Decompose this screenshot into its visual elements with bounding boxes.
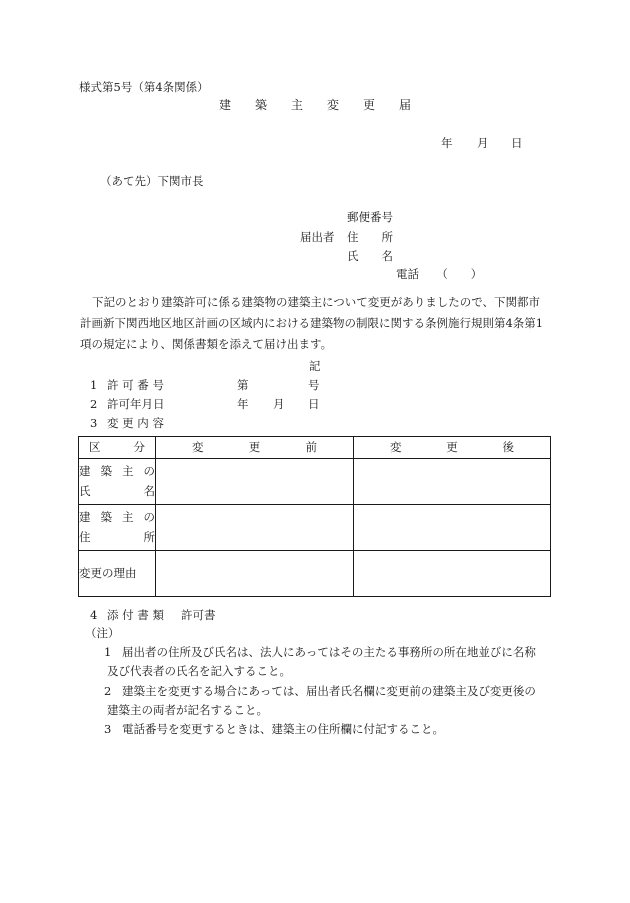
row-label-char: 名 bbox=[143, 484, 155, 498]
cell-after-owner-address[interactable] bbox=[354, 505, 551, 551]
row-label-owner-address bbox=[79, 505, 156, 551]
item-change-num: 3 bbox=[90, 416, 98, 430]
header-char: 更 bbox=[446, 439, 458, 454]
header-after bbox=[354, 437, 551, 459]
addressee: （あて先）下関市長 bbox=[100, 174, 204, 188]
date-year: 年 bbox=[441, 136, 453, 150]
cell-before-owner-address[interactable] bbox=[156, 505, 354, 551]
item-permit-no-label: 許 可 番 号 bbox=[107, 378, 164, 392]
row-label-char: 住 bbox=[79, 530, 91, 544]
row-label-owner-name bbox=[79, 459, 156, 505]
item-permit-date-label: 許可年月日 bbox=[107, 397, 165, 411]
notifier-name: 氏 名 bbox=[347, 249, 393, 263]
header-before bbox=[156, 437, 354, 459]
row-label-char: 氏 bbox=[79, 484, 91, 498]
cell-before-owner-name[interactable] bbox=[156, 459, 354, 505]
table-row bbox=[79, 505, 551, 551]
body-line: 下記のとおり建築許可に係る建築物の建築主について変更がありましたので、下関都市 bbox=[92, 295, 541, 309]
item-permit-date-month: 月 bbox=[273, 397, 285, 411]
row-label-char: 築 bbox=[100, 463, 112, 478]
header-char: 分 bbox=[133, 439, 145, 454]
header-char: 変 bbox=[390, 439, 402, 454]
row-label-char: の bbox=[143, 509, 155, 524]
ki-label: 記 bbox=[309, 359, 321, 373]
notifier-label: 届出者 bbox=[300, 230, 335, 244]
note-text: 電話番号を変更するときは、建築主の住所欄に付記すること。 bbox=[122, 722, 444, 736]
item-attachments-num: 4 bbox=[90, 608, 98, 622]
row-label-char: 築 bbox=[100, 509, 112, 524]
notifier-address: 住 所 bbox=[347, 230, 393, 244]
item-permit-no-prefix: 第 bbox=[237, 378, 249, 392]
item-permit-no-num: 1 bbox=[90, 378, 98, 392]
row-label-char: 建 bbox=[79, 463, 91, 478]
item-permit-no-suffix: 号 bbox=[308, 378, 320, 392]
table-row bbox=[79, 459, 551, 505]
row-label-char: 主 bbox=[122, 509, 134, 524]
header-char: 区 bbox=[89, 439, 101, 454]
date-month: 月 bbox=[477, 136, 489, 150]
row-label-char: 主 bbox=[122, 463, 134, 478]
notifier-phone: 電話 （ ） bbox=[396, 267, 483, 281]
body-text bbox=[80, 292, 548, 355]
notifier-postal: 郵便番号 bbox=[347, 210, 393, 224]
date-day: 日 bbox=[511, 136, 523, 150]
table-header-row bbox=[79, 437, 551, 459]
header-category bbox=[79, 437, 156, 459]
header-char: 前 bbox=[305, 439, 317, 454]
cell-before-reason[interactable] bbox=[156, 551, 354, 597]
header-char: 更 bbox=[248, 439, 261, 454]
row-label-reason-text: 変更の理由 bbox=[79, 565, 137, 580]
note-text: 建築主の両者が記名すること。 bbox=[107, 703, 268, 717]
item-change-label: 変 更 内 容 bbox=[107, 416, 164, 430]
form-id: 様式第5号（第4条関係） bbox=[79, 80, 209, 94]
row-label-char: の bbox=[143, 463, 155, 478]
note-num: 2 bbox=[104, 684, 112, 698]
cell-after-reason[interactable] bbox=[354, 551, 551, 597]
cell-after-owner-name[interactable] bbox=[354, 459, 551, 505]
note-num: 1 bbox=[104, 645, 112, 659]
item-permit-date-year: 年 bbox=[237, 397, 249, 411]
body-line: 計画新下関西地区地区計画の区域内における建築物の制限に関する条例施行規則第4条第1 bbox=[80, 316, 544, 330]
row-label-char: 所 bbox=[143, 530, 155, 544]
body-line: 項の規定により、関係書類を添えて届け出ます。 bbox=[80, 337, 333, 351]
item-attachments-value: 許可書 bbox=[181, 608, 216, 622]
change-table bbox=[78, 436, 551, 597]
row-label-reason bbox=[79, 551, 156, 597]
note-text: 建築主を変更する場合にあっては、届出者氏名欄に変更前の建築主及び変更後の bbox=[122, 684, 536, 698]
header-char: 変 bbox=[192, 439, 204, 454]
note-text: 及び代表者の氏名を記入すること。 bbox=[107, 664, 291, 678]
page-title: 建 築 主 変 更 届 bbox=[219, 98, 412, 112]
row-label-char: 建 bbox=[79, 509, 91, 524]
note-num: 3 bbox=[104, 722, 112, 736]
header-char: 後 bbox=[502, 439, 514, 454]
table-row bbox=[79, 551, 551, 597]
notes-heading: （注） bbox=[85, 626, 120, 640]
item-permit-date-day: 日 bbox=[308, 397, 320, 411]
item-permit-date-num: 2 bbox=[90, 397, 98, 411]
note-text: 届出者の住所及び氏名は、法人にあってはその主たる事務所の所在地並びに名称 bbox=[122, 645, 536, 659]
item-attachments-label: 添 付 書 類 bbox=[107, 608, 164, 622]
